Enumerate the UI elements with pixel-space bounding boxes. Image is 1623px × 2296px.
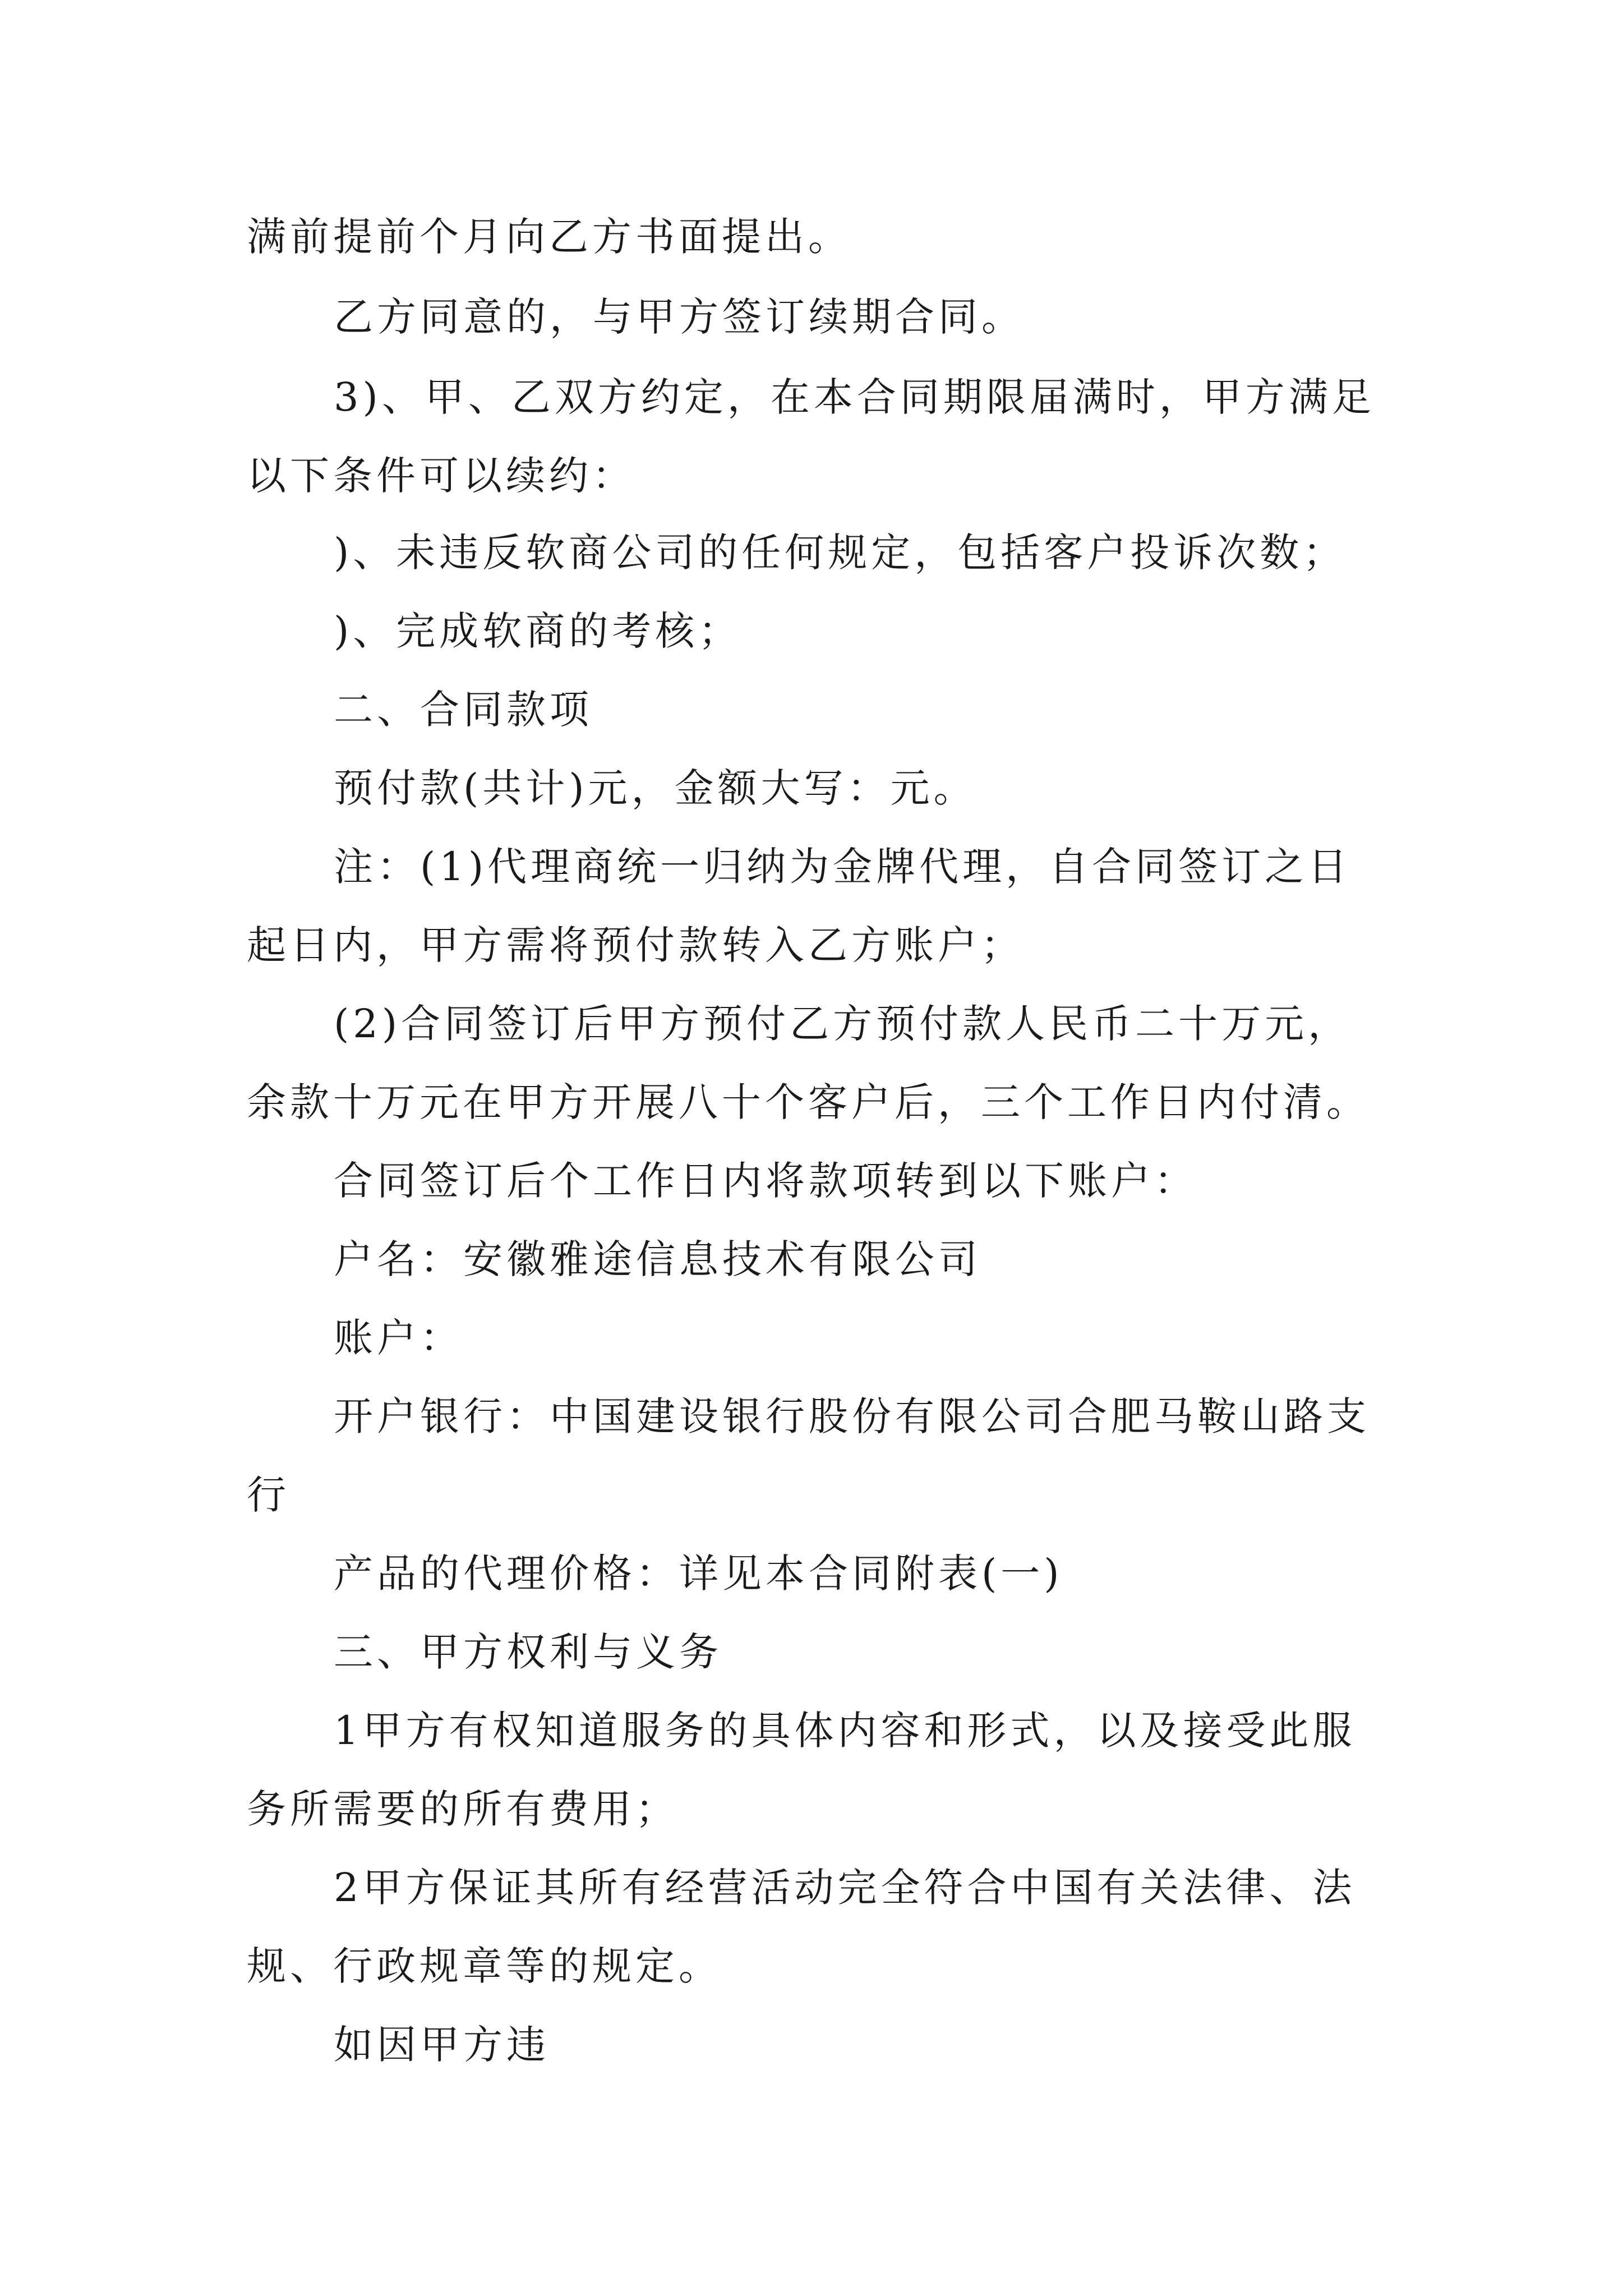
text-line: 起日内，甲方需将预付款转入乙方账户； [247, 922, 1024, 968]
text-line: 规、行政规章等的规定。 [247, 1943, 722, 1989]
text-line: 务所需要的所有费用； [247, 1786, 679, 1832]
text-line: 如因甲方违 [334, 2022, 550, 2068]
text-line: 行 [247, 1472, 290, 1518]
text-line: )、完成软商的考核； [334, 608, 742, 654]
text-line: (2)合同签订后甲方预付乙方预付款人民币二十万元， [334, 1001, 1352, 1047]
section-heading: 三、甲方权利与义务 [334, 1629, 722, 1675]
text-line: 1甲方有权知道服务的具体内容和形式，以及接受此服 [334, 1708, 1356, 1754]
text-line: 3)、甲、乙双方约定，在本合同期限届满时，甲方满足 [334, 374, 1375, 420]
text-line: 2甲方保证其所有经营活动完全符合中国有关法律、法 [334, 1865, 1356, 1911]
text-line: 以下条件可以续约： [247, 453, 635, 499]
text-line: 余款十万元在甲方开展八十个客户后，三个工作日内付清。 [247, 1079, 1370, 1125]
text-line: 满前提前个月向乙方书面提出。 [247, 214, 851, 260]
section-heading: 二、合同款项 [334, 687, 593, 733]
text-line: 开户银行：中国建设银行股份有限公司合肥马鞍山路支 [334, 1393, 1370, 1439]
text-line: 合同签订后个工作日内将款项转到以下账户： [334, 1158, 1197, 1204]
text-line: )、未违反软商公司的任何规定，包括客户投诉次数； [334, 530, 1347, 576]
text-line: 产品的代理价格：详见本合同附表(一) [334, 1550, 1063, 1596]
text-line: 账户： [334, 1315, 463, 1361]
text-line: 注：(1)代理商统一归纳为金牌代理，自合同签订之日 [334, 844, 1352, 890]
text-line: 预付款(共计)元，金额大写：元。 [334, 765, 977, 811]
text-line: 户名：安徽雅途信息技术有限公司 [334, 1236, 981, 1282]
text-line: 乙方同意的，与甲方签订续期合同。 [334, 294, 1025, 340]
